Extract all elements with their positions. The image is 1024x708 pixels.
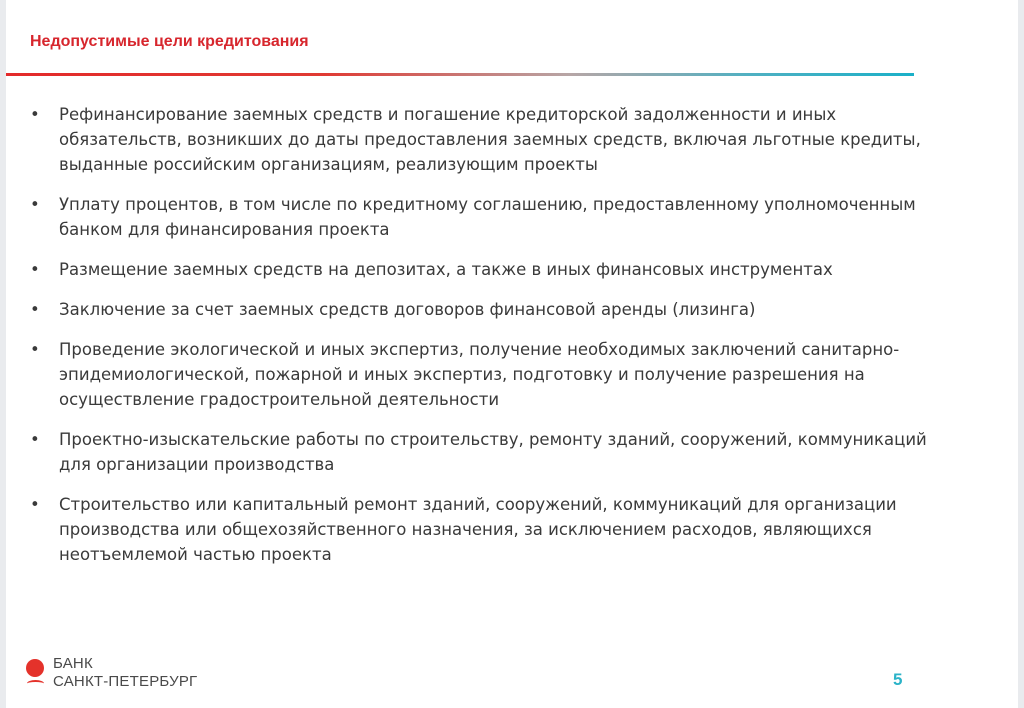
bank-logo-line1: БАНК <box>53 655 93 672</box>
bank-logo-wave <box>27 680 44 687</box>
bullet-list <box>30 102 960 582</box>
bank-logo-text <box>53 655 197 691</box>
bank-logo-line2: САНКТ-ПЕТЕРБУРГ <box>53 673 198 690</box>
bullet-item: • Проектно-изыскательские работы по строительству, ремонту зданий, сооружений, коммуникаций для организации производства <box>30 427 960 477</box>
slide-title: Недопустимые цели кредитования <box>30 33 309 50</box>
bullet-item: • Строительство или капитальный ремонт зданий, сооружений, коммуникаций для организации производства или общехозяйственного назначения, за исключением расходов, являющихся неотъемлемой частью проекта <box>30 492 960 567</box>
bullet-item: • Уплату процентов, в том числе по кредитному соглашению, предоставленному уполномоченным банком для финансирования проекта <box>30 192 960 242</box>
slide <box>6 0 1018 708</box>
bullet-item: • Рефинансирование заемных средств и погашение кредиторской задолженности и иных обязательств, возникших до даты предоставления заемных средств, включая льготные кредиты, выданные российским организациям, реализующим проекты <box>30 102 960 177</box>
bank-logo-icon <box>26 659 44 677</box>
title-divider <box>6 73 914 76</box>
bullet-item: • Размещение заемных средств на депозитах, а также в иных финансовых инструментах <box>30 257 960 282</box>
bullet-item: • Заключение за счет заемных средств договоров финансовой аренды (лизинга) <box>30 297 960 322</box>
bullet-item: • Проведение экологической и иных экспертиз, получение необходимых заключений санитарно-эпидемиологической, пожарной и иных экспертиз, подготовку и получение разрешения на осуществление градостроительной деятельности <box>30 337 960 412</box>
bank-logo <box>26 655 206 695</box>
page-number: 5 <box>893 670 903 689</box>
